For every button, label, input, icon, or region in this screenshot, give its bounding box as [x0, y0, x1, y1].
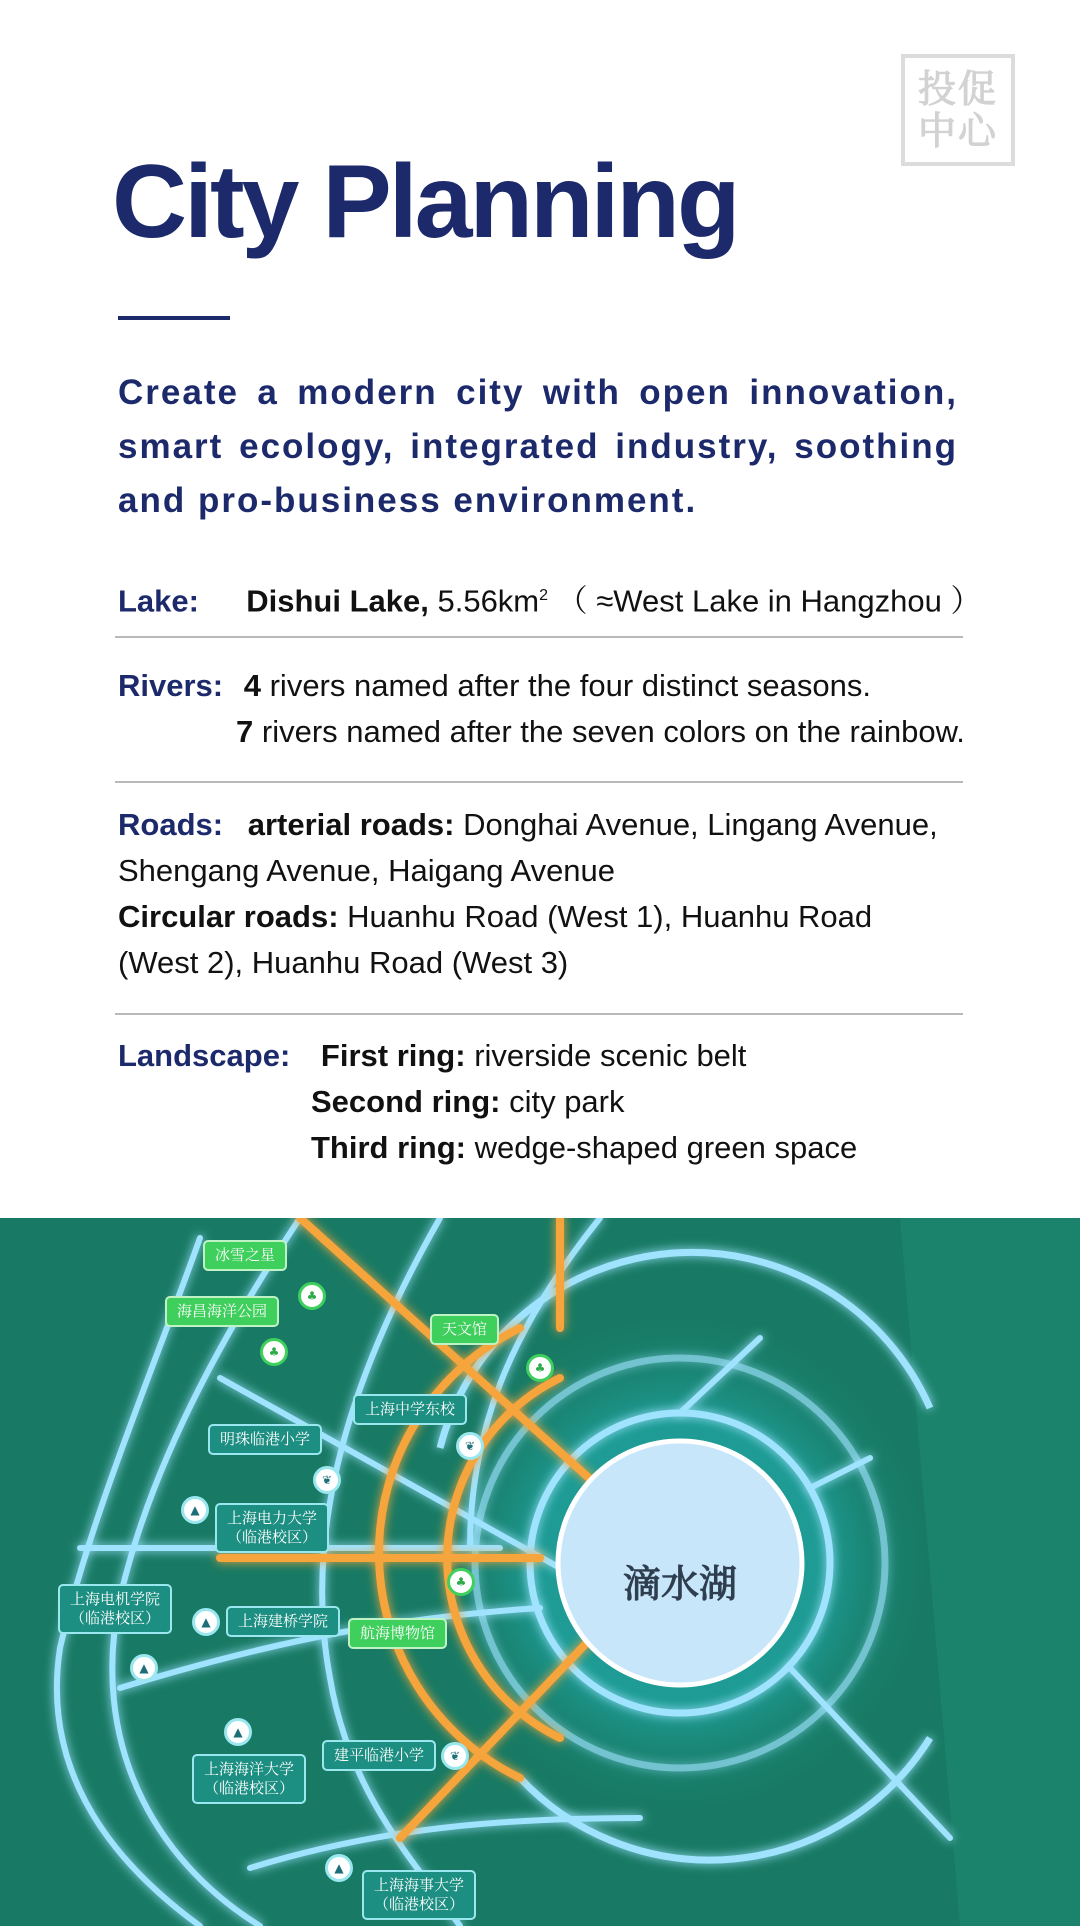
poi-mingzhu: 明珠临港小学: [208, 1424, 322, 1455]
graduation-cap-icon: ▲: [224, 1718, 252, 1746]
lake-area-unit-sup: 2: [539, 587, 549, 604]
poi-jianping: 建平临港小学: [322, 1740, 436, 1771]
arterial-roads-line-2: Shengang Avenue, Haigang Avenue: [118, 853, 616, 888]
roads-section: [118, 802, 938, 986]
circular-roads-line-2: (West 2), Huanhu Road (West 3): [118, 945, 569, 980]
graduation-cap-icon: ▲: [130, 1654, 158, 1682]
tree-icon: ♣: [260, 1338, 288, 1366]
lake-name: Dishui Lake,: [246, 583, 429, 619]
landscape-label: Landscape:: [118, 1038, 291, 1073]
second-ring-label: Second ring:: [311, 1084, 501, 1119]
lake-name-label: 滴水湖: [622, 1562, 737, 1606]
leaf-icon: ❦: [441, 1742, 469, 1770]
rivers-section: [118, 663, 965, 755]
third-ring-label: Third ring:: [311, 1130, 466, 1165]
rivers-count-1: 4: [243, 668, 261, 703]
third-ring-text: wedge-shaped green space: [474, 1130, 858, 1165]
first-ring-label: First ring:: [320, 1038, 466, 1073]
watermark-stamp: [901, 54, 1015, 166]
divider-3: [115, 1013, 963, 1015]
first-ring-text: riverside scenic belt: [474, 1038, 747, 1073]
rivers-count-2: 7: [236, 714, 254, 749]
lake-label: Lake:: [118, 583, 199, 619]
rivers-text-1: rivers named after the four distinct seasons.: [269, 668, 871, 703]
lake-area: 5.56km: [437, 583, 540, 619]
lake-note: （ ≈West Lake in Hangzhou ）: [556, 583, 982, 619]
tree-icon: ♣: [447, 1568, 475, 1596]
tree-icon: ♣: [526, 1354, 554, 1382]
landscape-section: [118, 1033, 857, 1171]
poi-dianji: 上海电机学院 （临港校区）: [58, 1584, 172, 1634]
second-ring-text: city park: [509, 1084, 625, 1119]
leaf-icon: ❦: [313, 1466, 341, 1494]
rivers-label: Rivers:: [118, 668, 224, 703]
poi-haichang: 海昌海洋公园: [165, 1296, 279, 1327]
poi-hanghai: 航海博物馆: [348, 1618, 447, 1649]
city-map: [0, 1218, 1080, 1926]
map-graphic: [0, 1218, 1080, 1926]
poi-shzhongxue: 上海中学东校: [353, 1394, 467, 1425]
arterial-roads-line-1: Donghai Avenue, Lingang Avenue,: [463, 807, 938, 842]
circular-roads-line-1: Huanhu Road (West 1), Huanhu Road: [347, 899, 873, 934]
arterial-roads-label: arterial roads:: [247, 807, 455, 842]
rivers-text-2: rivers named after the seven colors on the rainbow.: [261, 714, 965, 749]
poi-dianli: 上海电力大学 （临港校区）: [215, 1503, 329, 1553]
title-underline: [118, 316, 230, 320]
poi-tianwen: 天文馆: [430, 1314, 499, 1345]
page-title: City Planning: [112, 144, 738, 260]
tree-icon: ♣: [298, 1282, 326, 1310]
poi-haishi: 上海海事大学 （临港校区）: [362, 1870, 476, 1920]
poi-jianqiao: 上海建桥学院: [226, 1606, 340, 1637]
graduation-cap-icon: ▲: [192, 1608, 220, 1636]
watermark-line-2: 中心: [917, 109, 998, 153]
leaf-icon: ❦: [456, 1432, 484, 1460]
lake-section: [118, 573, 981, 624]
graduation-cap-icon: ▲: [325, 1854, 353, 1882]
circular-roads-label: Circular roads:: [118, 899, 339, 934]
poi-bingxue: 冰雪之星: [203, 1240, 287, 1271]
roads-label: Roads:: [118, 807, 224, 842]
watermark-line-1: 投促: [917, 67, 998, 111]
divider-1: [115, 636, 963, 638]
poi-haiyang: 上海海洋大学 （临港校区）: [192, 1754, 306, 1804]
graduation-cap-icon: ▲: [181, 1496, 209, 1524]
divider-2: [115, 781, 963, 783]
intro-paragraph: Create a modern city with open innovation, smart ecology, integrated industry, soothing and pro-business environment.: [118, 373, 958, 520]
